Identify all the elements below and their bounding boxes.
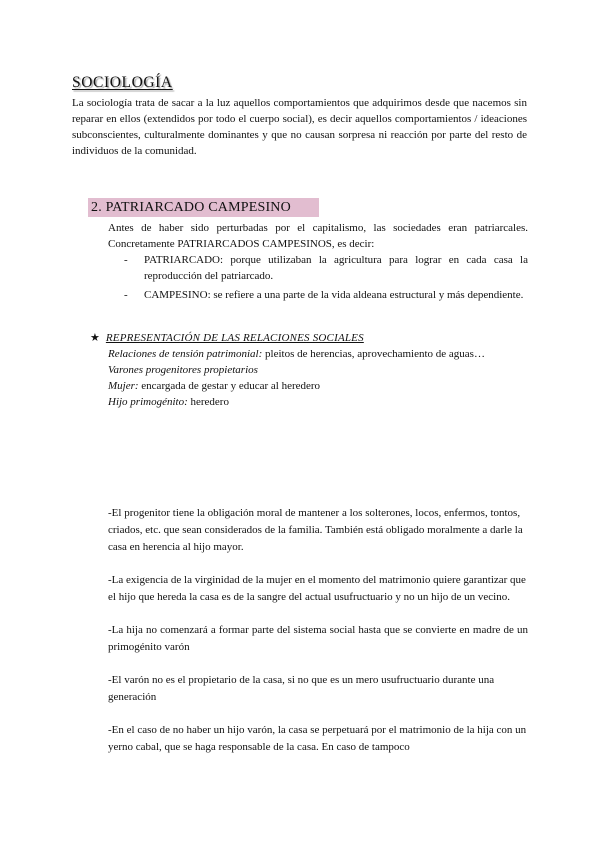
body-paragraph: -El progenitor tiene la obligación moral de mantener a los solterones, locos, enfermos, tontos, criados, etc. que sean considerados de la familia. También está obligado moralmente a darle la casa en herencia al hijo mayor. [108,507,523,553]
section-text: Antes de haber sido perturbadas por el capitalismo, las sociedades eran patriarcales. Concretamente PATRIARCADOS CAMPESINOS, es decir: [108,222,528,250]
body-paragraph: -En el caso de no haber un hijo varón, la casa se perpetuará por el matrimonio de la hija con un yerno cabal, que se haga responsable de la casa. En caso de tampoco [108,724,527,753]
section-heading: 2. PATRIARCADO CAMPESINO [88,198,319,217]
body-paragraphs [108,505,528,772]
intro-paragraph: La sociología trata de sacar a la luz aquellos comportamientos que adquirimos desde que nacemos sin reparar en ellos (extendidos por todo el cuerpo social), es decir aquellos comportamientos / ideaciones subconscientes, culturalmente dominantes y que no causan sorpresa ni reacción por parte del resto de individuos de la comunidad. [72,97,527,157]
representation-heading-text: REPRESENTACIÓN DE LAS RELACIONES SOCIALES [105,332,364,344]
body-paragraph: -La hija no comenzará a formar parte del sistema social hasta que se convierte en madre de un primogénito varón [108,624,528,653]
list-item-text: PATRIARCADO: porque utilizaban la agricultura para lograr en cada casa la reproducción del patriarcado. [144,254,528,282]
relation-line: Varones progenitores propietarios [108,364,258,376]
list-item: - PATRIARCADO: porque utilizaban la agricultura para lograr en cada casa la reproducción del patriarcado. [124,254,528,282]
body-paragraph: -El varón no es el propietario de la casa, si no que es un mero usufructuario durante una generación [108,674,495,703]
list-item-text: CAMPESINO: se refiere a una parte de la vida aldeana estructural y más dependiente. [144,289,524,301]
relation-line: Relaciones de tensión patrimonial: pleitos de herencias, aprovechamiento de aguas… [108,348,485,360]
relation-line: Mujer: encargada de gestar y educar al heredero [108,380,321,392]
list-item: - CAMPESINO: se refiere a una parte de la vida aldeana estructural y más dependiente. [124,289,524,301]
document-title: SOCIOLOGÍA [72,74,173,91]
relation-line: Hijo primogénito: heredero [108,396,229,408]
relations-list [108,346,538,410]
definition-list [124,252,528,306]
representation-heading [90,330,364,346]
star-icon: ★ [90,332,100,344]
body-paragraph: -La exigencia de la virginidad de la mujer en el momento del matrimonio quiere garantizar que el hijo que hereda la casa es de la sangre del actual usufructuario y no un hijo de un vecino. [108,574,526,603]
